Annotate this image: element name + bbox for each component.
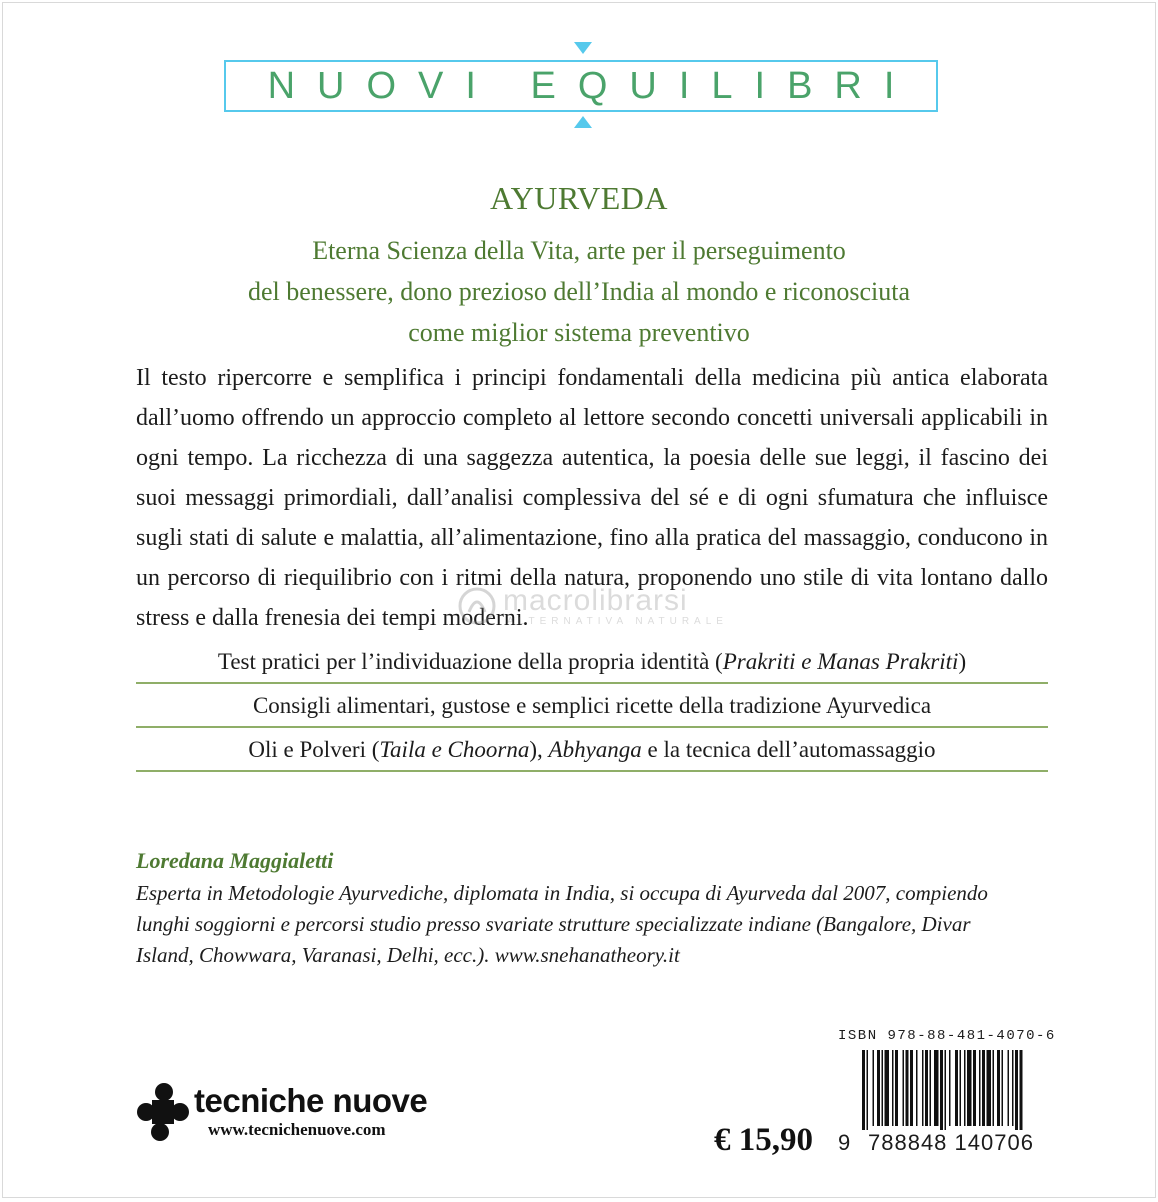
feature-text: ) (958, 649, 967, 674)
book-back-cover (2, 2, 1156, 1198)
barcode-bar (1012, 1050, 1014, 1126)
barcode-bar (987, 1050, 992, 1126)
author-bio-line: Esperta in Metodologie Ayurvediche, diplomata in India, si occupa di Ayurveda dal 2007, compiendo (136, 881, 988, 905)
barcode-bar (955, 1050, 958, 1126)
feature-italic: Taila e Choorna (379, 737, 530, 762)
author-bio-line: lunghi soggiorni e percorsi studio presso svariate strutture specializzate indiane (Bangalore, Divar (136, 912, 971, 936)
book-subtitle (2, 230, 1156, 353)
barcode-bar (964, 1050, 966, 1126)
barcode-bar (949, 1050, 951, 1126)
barcode-bar (1020, 1050, 1023, 1134)
barcode-bar (1002, 1050, 1004, 1126)
description-line: un percorso di riequilibrio con i ritmi della natura, proponendo uno stile di vita lontano dallo (136, 565, 1048, 591)
macrolibrarsi-logo-icon (457, 586, 497, 626)
description-line: stress e dalla frenesia dei tempi moderni. (136, 605, 529, 631)
description-line: dall’uomo offrendo un approccio completo al lettore secondo concetti universali applicabili in (136, 405, 1048, 431)
price: € 15,90 (714, 1122, 813, 1158)
author-name: Loredana Maggialetti (136, 848, 334, 873)
barcode-bar (993, 1050, 995, 1126)
barcode-bar (916, 1050, 918, 1126)
tecniche-nuove-logo-icon (134, 1082, 192, 1144)
feature-italic: Abhyanga (548, 737, 642, 762)
triangle-down-icon (574, 42, 592, 54)
barcode-bar (945, 1050, 947, 1134)
feature-line (136, 732, 1048, 772)
barcode-bar (967, 1050, 972, 1126)
barcode-bar (895, 1050, 898, 1126)
barcode-bar (906, 1050, 909, 1126)
barcode-number: 788848 140706 (868, 1130, 1034, 1155)
barcode-bar (940, 1050, 943, 1134)
subtitle-line: del benessere, dono prezioso dell’India al mondo e riconosciuta (247, 277, 911, 306)
triangle-up-icon (574, 116, 592, 128)
description-line: Il testo ripercorre e semplifica i principi fondamentali della medicina più antica elaborata (136, 365, 1048, 391)
barcode-bar (979, 1050, 981, 1126)
barcode (838, 1050, 1038, 1134)
banner-top-rule (224, 60, 938, 62)
feature-text: Oli e Polveri ( (248, 737, 380, 762)
feature-line (136, 688, 1048, 728)
barcode-bar (925, 1050, 928, 1126)
description-line: sugli stati di salute e malattia, all’alimentazione, fino alla pratica del massaggio, conducono in (136, 525, 1048, 551)
publisher-name: tecniche nuove (194, 1082, 428, 1119)
barcode-bar (997, 1050, 1000, 1126)
feature-line (136, 644, 1048, 684)
barcode-bar (982, 1050, 985, 1126)
barcode-bar (882, 1050, 884, 1126)
book-title: AYURVEDA (489, 180, 669, 216)
barcode-bar (877, 1050, 880, 1126)
barcode-bar (885, 1050, 890, 1126)
feature-text: e la tecnica dell’automassaggio (641, 737, 936, 762)
subtitle-line: come miglior sistema preventivo (408, 318, 750, 347)
watermark-subtext: ALTERNATIVA NATURALE (507, 616, 728, 627)
description-line: ogni tempo. La ricchezza di una saggezza autentica, la poesia delle sue leggi, il fascino dei (136, 445, 1048, 471)
watermark (447, 582, 747, 632)
barcode-bar (892, 1050, 894, 1126)
author-bio-line: Island, Chowwara, Varanasi, Delhi, ecc.). www.snehanatheory.it (136, 943, 680, 967)
watermark-text: macrolibrarsi (503, 584, 688, 617)
barcode-bar (930, 1050, 932, 1126)
banner-bottom-rule (224, 110, 938, 112)
barcode-digits (838, 1130, 1038, 1156)
barcode-bar (960, 1050, 962, 1126)
barcode-bar (934, 1050, 939, 1126)
barcode-bar (973, 1050, 976, 1126)
barcode-lead-digit: 9 (838, 1130, 852, 1155)
publisher-url: www.tecnichenuove.com (208, 1120, 386, 1139)
barcode-bar (910, 1050, 913, 1126)
barcode-bar (903, 1050, 905, 1126)
feature-text: Consigli alimentari, gustose e semplici ricette della tradizione Ayurvedica (252, 693, 932, 718)
barcode-bar (867, 1050, 869, 1134)
subtitle-line: Eterna Scienza della Vita, arte per il perseguimento (312, 236, 846, 265)
barcode-bar (1008, 1050, 1010, 1126)
barcode-bar (862, 1050, 865, 1134)
author-bio (136, 878, 1056, 971)
feature-text: ), (529, 737, 549, 762)
isbn-label: ISBN 978-88-481-4070-6 (838, 1028, 1056, 1044)
barcode-bar (873, 1050, 875, 1126)
description-line: suoi messaggi primordiali, dall’analisi complessiva del sé e di ogni sfumatura che influisce (136, 485, 1048, 511)
barcode-bar (1015, 1050, 1018, 1134)
series-title: NUOVI EQUILIBRI (267, 65, 917, 107)
feature-text: Test pratici per l’individuazione della propria identità ( (217, 649, 723, 674)
feature-italic: Prakriti e Manas Prakriti (722, 649, 959, 674)
barcode-bar (922, 1050, 924, 1126)
